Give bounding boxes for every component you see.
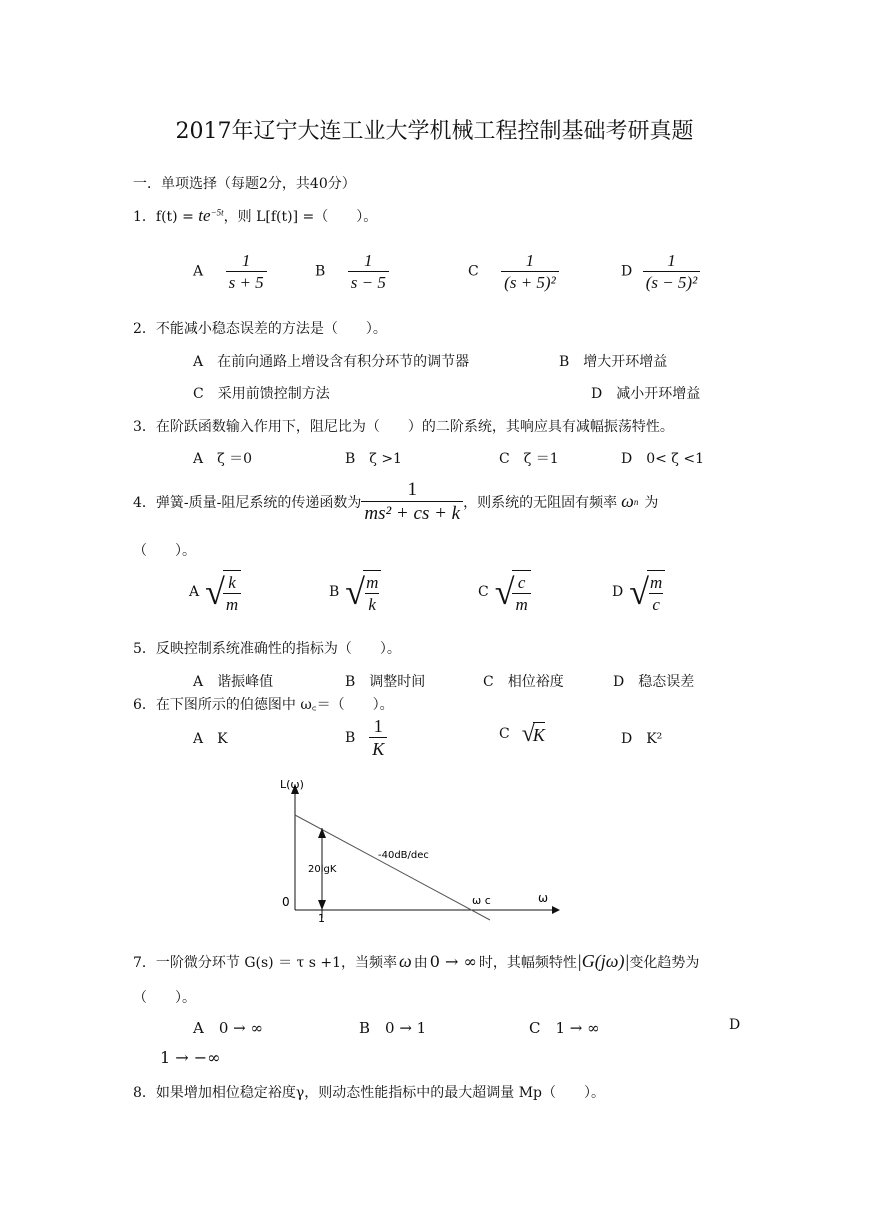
q2-stem: 2．不能减小稳态误差的方法是（ ）。 bbox=[133, 321, 387, 337]
q1-stem bbox=[133, 206, 377, 226]
q2-option-c[interactable]: C 采用前馈控制方法 bbox=[193, 386, 330, 402]
q6-option-c-letter: C bbox=[499, 726, 510, 742]
bode-gain-label: 20lgK bbox=[308, 864, 337, 875]
q1-option-a-num: 1 bbox=[241, 251, 251, 270]
q4-option-c-letter: C bbox=[478, 584, 489, 601]
section-heading: 一．单项选择（每题2分，共40分） bbox=[133, 176, 356, 192]
q6-option-b-letter: B bbox=[345, 729, 356, 746]
q4-option-c[interactable]: C √ $\frac{c}{m}$ bbox=[478, 570, 531, 614]
q4-option-a-letter: A bbox=[189, 584, 200, 601]
q7-prefix: 7．一阶微分环节 G(s) ＝ τ s +1，当频率 bbox=[133, 954, 398, 971]
q6-option-b-den: K bbox=[369, 737, 387, 760]
q6-option-c-rad: K bbox=[533, 722, 545, 746]
q6-stem: 6．在下图所示的伯德图中 ω꜀＝（ ）。 bbox=[133, 697, 394, 713]
q1-option-b-letter: B bbox=[315, 263, 326, 280]
q4-option-d[interactable]: D √ $\frac{m}{c}$ bbox=[612, 570, 665, 614]
q4-option-b[interactable]: B √ $\frac{m}{k}$ bbox=[329, 570, 381, 614]
q4-blank: （ ）。 bbox=[133, 543, 196, 559]
q4-option-d-num: m bbox=[650, 573, 663, 592]
q4-option-d-den: c bbox=[649, 593, 663, 615]
q1-option-a[interactable] bbox=[193, 251, 267, 292]
q1-option-a-den: s + 5 bbox=[226, 271, 267, 293]
q3-option-b[interactable]: B ζ >1 bbox=[345, 451, 402, 467]
q3-option-d[interactable]: D 0< ζ <1 bbox=[621, 451, 704, 467]
q4-option-c-den: m bbox=[512, 593, 530, 615]
q4-option-a-num: k bbox=[228, 573, 236, 592]
q4-option-a-den: m bbox=[223, 593, 241, 615]
q4-num: 1 bbox=[407, 479, 417, 500]
q1-option-a-letter: A bbox=[193, 263, 204, 280]
q4-option-b-num: m bbox=[366, 573, 379, 592]
q7-magnitude: |G(jω)| bbox=[576, 951, 630, 971]
q7-blank: （ ）。 bbox=[133, 990, 196, 1006]
q1-expr-exp: −5t bbox=[210, 207, 224, 218]
q7-option-d[interactable]: D bbox=[729, 1017, 741, 1033]
q2-option-d[interactable]: D 减小开环增益 bbox=[591, 386, 701, 402]
q1-option-d[interactable] bbox=[621, 251, 700, 292]
q7-tail: 变化趋势为 bbox=[629, 954, 700, 971]
q1-expr-base: te bbox=[198, 206, 211, 225]
q7-option-c[interactable]: C 1 → ∞ bbox=[529, 1019, 600, 1037]
q4-suffix: ，则系统的无阻固有频率 bbox=[463, 494, 618, 511]
q7-omega: ω bbox=[399, 951, 412, 971]
q1-option-b[interactable] bbox=[315, 251, 389, 292]
bode-x-arrow bbox=[552, 906, 560, 914]
q6-option-a[interactable]: A K bbox=[193, 731, 228, 747]
q7-option-b[interactable]: B 0 → 1 bbox=[359, 1019, 427, 1037]
q1-suffix: ，则 L[f(t)] =（ ）。 bbox=[223, 209, 378, 225]
q1-option-b-num: 1 bbox=[364, 251, 373, 270]
q4-omega-sub: n bbox=[633, 496, 639, 507]
q7-option-a[interactable]: A 0 → ∞ bbox=[193, 1019, 263, 1037]
bode-diagram bbox=[270, 770, 570, 930]
q4-tail: 为 bbox=[644, 494, 659, 511]
q1-option-c-num: 1 bbox=[525, 251, 535, 270]
q4-option-d-letter: D bbox=[612, 584, 624, 601]
q1-option-c[interactable] bbox=[468, 251, 559, 292]
q1-option-d-den: (s − 5)² bbox=[643, 271, 701, 293]
q4-option-a[interactable]: A √ $\frac{k}{m}$ bbox=[189, 570, 241, 614]
q4-omega: ω bbox=[621, 491, 634, 512]
q5-option-c[interactable]: C 相位裕度 bbox=[483, 674, 564, 690]
q6-option-d[interactable]: D K² bbox=[621, 731, 663, 747]
q7-option-d-value: 1 → −∞ bbox=[160, 1048, 221, 1067]
q1-option-c-den: (s + 5)² bbox=[501, 271, 559, 293]
bode-gain-arrow-down bbox=[318, 900, 326, 910]
q8-stem: 8．如果增加相位稳定裕度γ，则动态性能指标中的最大超调量 Mp（ ）。 bbox=[133, 1085, 606, 1101]
q4-option-b-den: k bbox=[365, 593, 379, 615]
page-title: 2017年辽宁大连工业大学机械工程控制基础考研真题 bbox=[175, 119, 694, 144]
q1-option-d-letter: D bbox=[621, 263, 633, 280]
q2-option-b[interactable]: B 增大开环增益 bbox=[559, 354, 668, 370]
q2-option-a[interactable]: A 在前向通路上增设含有积分环节的调节器 bbox=[193, 354, 470, 370]
q4-option-c-num: c bbox=[517, 573, 526, 592]
q4-option-b-letter: B bbox=[329, 584, 340, 601]
q5-option-b[interactable]: B 调整时间 bbox=[345, 674, 426, 690]
bode-slope-label: -40dB/dec bbox=[378, 850, 429, 861]
q6-option-c[interactable]: C √ K bbox=[499, 721, 545, 747]
q7-mid1: 由 bbox=[413, 954, 428, 971]
q5-option-d[interactable]: D 稳态误差 bbox=[613, 674, 695, 690]
q5-option-a[interactable]: A 谐振峰值 bbox=[193, 674, 274, 690]
bode-tick-label: 1 bbox=[318, 912, 325, 925]
bode-origin: 0 bbox=[282, 895, 290, 909]
q6-option-b[interactable] bbox=[345, 716, 387, 759]
q4-den: ms² + cs + k bbox=[361, 501, 463, 525]
q3-option-c[interactable]: C ζ ＝1 bbox=[499, 451, 559, 467]
q7-mid2: 时，其幅频特性 bbox=[478, 954, 577, 971]
q7-range: 0 → ∞ bbox=[429, 952, 477, 971]
q1-option-b-den: s − 5 bbox=[348, 271, 389, 293]
q1-option-d-num: 1 bbox=[667, 251, 676, 270]
bode-gain-arrow-up bbox=[318, 828, 326, 838]
bode-crossover-label: ω c bbox=[472, 894, 491, 907]
q4-stem bbox=[133, 479, 658, 525]
bode-xlabel: ω bbox=[538, 891, 549, 905]
q5-stem: 5．反映控制系统准确性的指标为（ ）。 bbox=[133, 641, 401, 657]
q1-option-c-letter: C bbox=[468, 263, 479, 280]
bode-ylabel: L(ω) bbox=[280, 778, 304, 791]
q1-prefix: 1．f(t) = bbox=[133, 209, 199, 225]
q6-option-b-num: 1 bbox=[373, 716, 383, 736]
q4-prefix: 4．弹簧-质量-阻尼系统的传递函数为 bbox=[133, 494, 362, 511]
q3-stem: 3．在阶跃函数输入作用下，阻尼比为（ ）的二阶系统，其响应具有减幅振荡特性。 bbox=[133, 419, 674, 435]
q3-option-a[interactable]: A ζ ＝0 bbox=[193, 451, 253, 467]
q7-stem bbox=[133, 951, 699, 972]
